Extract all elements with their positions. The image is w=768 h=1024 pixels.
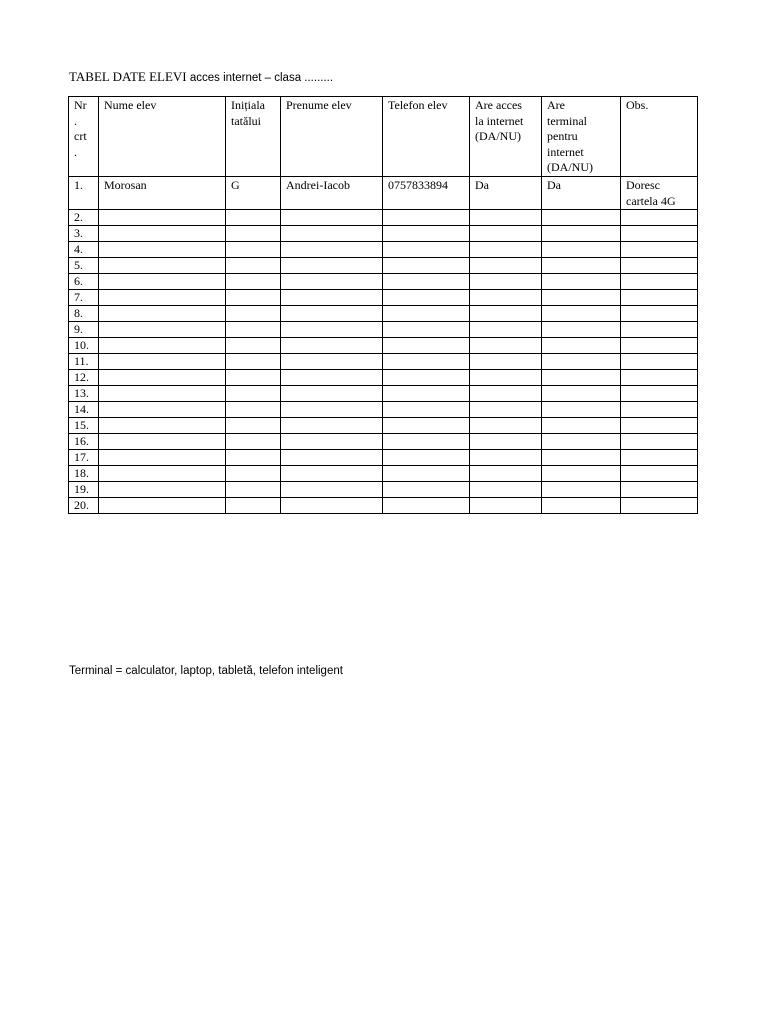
- cell-nume: [99, 466, 226, 482]
- cell-nume: [99, 434, 226, 450]
- cell-nume: [99, 226, 226, 242]
- cell-initiala: [226, 258, 281, 274]
- cell-nr: 2.: [69, 210, 99, 226]
- cell-initiala: [226, 370, 281, 386]
- cell-terminal: [542, 418, 621, 434]
- cell-obs: [621, 418, 698, 434]
- header-nr-crt: Nr . crt .: [69, 97, 99, 177]
- cell-prenume: [281, 290, 383, 306]
- cell-nr: 6.: [69, 274, 99, 290]
- cell-nr: 14.: [69, 402, 99, 418]
- cell-prenume: [281, 242, 383, 258]
- cell-obs: [621, 290, 698, 306]
- cell-initiala: [226, 354, 281, 370]
- cell-nr: 16.: [69, 434, 99, 450]
- cell-nume: [99, 402, 226, 418]
- cell-nr: 7.: [69, 290, 99, 306]
- table-row: [69, 482, 698, 498]
- cell-prenume: [281, 258, 383, 274]
- header-telefon-elev: Telefon elev: [383, 97, 470, 177]
- cell-nr: 10.: [69, 338, 99, 354]
- cell-acces: [470, 242, 542, 258]
- cell-prenume: [281, 418, 383, 434]
- table-row: [69, 274, 698, 290]
- cell-terminal: [542, 466, 621, 482]
- cell-telefon: 0757833894: [383, 177, 470, 210]
- cell-terminal: [542, 226, 621, 242]
- cell-nr: 17.: [69, 450, 99, 466]
- cell-prenume: [281, 386, 383, 402]
- cell-telefon: [383, 306, 470, 322]
- header-obs: Obs.: [621, 97, 698, 177]
- cell-nume: [99, 370, 226, 386]
- terminal-footnote: Terminal = calculator, laptop, tabletă, telefon inteligent: [69, 665, 343, 677]
- cell-telefon: [383, 322, 470, 338]
- cell-terminal: [542, 354, 621, 370]
- cell-nr: 8.: [69, 306, 99, 322]
- cell-acces: [470, 354, 542, 370]
- cell-obs: [621, 354, 698, 370]
- cell-terminal: [542, 338, 621, 354]
- cell-telefon: [383, 386, 470, 402]
- header-terminal-internet: Are terminal pentru internet (DA/NU): [542, 97, 621, 177]
- cell-prenume: [281, 354, 383, 370]
- cell-prenume: Andrei-Iacob: [281, 177, 383, 210]
- cell-initiala: [226, 418, 281, 434]
- cell-telefon: [383, 434, 470, 450]
- header-nume-elev: Nume elev: [99, 97, 226, 177]
- cell-telefon: [383, 226, 470, 242]
- cell-acces: [470, 338, 542, 354]
- cell-terminal: [542, 386, 621, 402]
- cell-nr: 18.: [69, 466, 99, 482]
- table-row: [69, 402, 698, 418]
- cell-obs: [621, 370, 698, 386]
- cell-prenume: [281, 338, 383, 354]
- table-row: [69, 242, 698, 258]
- cell-initiala: [226, 290, 281, 306]
- cell-telefon: [383, 258, 470, 274]
- table-row: [69, 226, 698, 242]
- cell-acces: Da: [470, 177, 542, 210]
- cell-nume: [99, 290, 226, 306]
- cell-initiala: [226, 482, 281, 498]
- cell-terminal: [542, 210, 621, 226]
- title-main: TABEL DATE ELEVI: [69, 69, 187, 84]
- cell-obs: [621, 226, 698, 242]
- cell-obs: [621, 466, 698, 482]
- cell-terminal: [542, 322, 621, 338]
- cell-prenume: [281, 434, 383, 450]
- cell-nume: [99, 210, 226, 226]
- cell-initiala: [226, 210, 281, 226]
- cell-nume: [99, 274, 226, 290]
- cell-terminal: [542, 242, 621, 258]
- cell-obs: [621, 386, 698, 402]
- cell-acces: [470, 226, 542, 242]
- cell-nr: 4.: [69, 242, 99, 258]
- cell-telefon: [383, 242, 470, 258]
- cell-prenume: [281, 402, 383, 418]
- header-acces-internet: Are acces la internet (DA/NU): [470, 97, 542, 177]
- cell-initiala: [226, 274, 281, 290]
- table-row: [69, 370, 698, 386]
- table-row: [69, 498, 698, 514]
- cell-nr: 19.: [69, 482, 99, 498]
- cell-acces: [470, 450, 542, 466]
- table-row: [69, 466, 698, 482]
- cell-obs: [621, 242, 698, 258]
- cell-telefon: [383, 210, 470, 226]
- cell-obs: [621, 450, 698, 466]
- table-row: [69, 338, 698, 354]
- cell-nume: [99, 498, 226, 514]
- cell-telefon: [383, 338, 470, 354]
- cell-nume: Morosan: [99, 177, 226, 210]
- cell-initiala: [226, 402, 281, 418]
- cell-terminal: [542, 258, 621, 274]
- cell-obs: [621, 434, 698, 450]
- cell-initiala: [226, 306, 281, 322]
- cell-acces: [470, 370, 542, 386]
- table-row: [69, 290, 698, 306]
- cell-initiala: [226, 450, 281, 466]
- cell-acces: [470, 322, 542, 338]
- cell-terminal: [542, 450, 621, 466]
- cell-obs: [621, 322, 698, 338]
- cell-acces: [470, 258, 542, 274]
- table-row: [69, 434, 698, 450]
- cell-acces: [470, 402, 542, 418]
- cell-nume: [99, 306, 226, 322]
- cell-nr: 9.: [69, 322, 99, 338]
- cell-nr: 5.: [69, 258, 99, 274]
- cell-telefon: [383, 418, 470, 434]
- cell-terminal: [542, 402, 621, 418]
- table-row: [69, 322, 698, 338]
- cell-prenume: [281, 322, 383, 338]
- cell-prenume: [281, 482, 383, 498]
- cell-acces: [470, 434, 542, 450]
- cell-nume: [99, 242, 226, 258]
- cell-acces: [470, 498, 542, 514]
- cell-terminal: [542, 370, 621, 386]
- cell-terminal: [542, 306, 621, 322]
- cell-acces: [470, 418, 542, 434]
- table-row: [69, 306, 698, 322]
- cell-nume: [99, 322, 226, 338]
- cell-telefon: [383, 482, 470, 498]
- header-row: [69, 97, 698, 177]
- cell-nume: [99, 386, 226, 402]
- cell-terminal: [542, 290, 621, 306]
- cell-initiala: [226, 434, 281, 450]
- cell-obs: [621, 402, 698, 418]
- cell-acces: [470, 482, 542, 498]
- cell-prenume: [281, 306, 383, 322]
- cell-nr: 1.: [69, 177, 99, 210]
- cell-telefon: [383, 402, 470, 418]
- cell-obs: [621, 498, 698, 514]
- cell-initiala: [226, 242, 281, 258]
- cell-nr: 13.: [69, 386, 99, 402]
- cell-obs: [621, 338, 698, 354]
- document-title: [69, 69, 333, 85]
- cell-nume: [99, 482, 226, 498]
- cell-acces: [470, 210, 542, 226]
- table-row: [69, 450, 698, 466]
- cell-nr: 3.: [69, 226, 99, 242]
- cell-initiala: [226, 386, 281, 402]
- cell-terminal: Da: [542, 177, 621, 210]
- table-row: [69, 210, 698, 226]
- table-row: [69, 354, 698, 370]
- cell-acces: [470, 466, 542, 482]
- cell-telefon: [383, 498, 470, 514]
- cell-nr: 20.: [69, 498, 99, 514]
- cell-terminal: [542, 274, 621, 290]
- cell-obs: [621, 274, 698, 290]
- cell-nume: [99, 354, 226, 370]
- cell-telefon: [383, 450, 470, 466]
- cell-initiala: [226, 466, 281, 482]
- cell-obs: [621, 258, 698, 274]
- cell-obs: Doresc cartela 4G: [621, 177, 698, 210]
- cell-nr: 12.: [69, 370, 99, 386]
- title-rest: acces internet – clasa .........: [189, 72, 334, 84]
- student-data-table: [68, 96, 698, 514]
- table-row: [69, 386, 698, 402]
- cell-initiala: [226, 226, 281, 242]
- cell-nume: [99, 258, 226, 274]
- cell-initiala: [226, 338, 281, 354]
- cell-prenume: [281, 210, 383, 226]
- cell-initiala: [226, 322, 281, 338]
- cell-terminal: [542, 434, 621, 450]
- cell-telefon: [383, 466, 470, 482]
- cell-prenume: [281, 466, 383, 482]
- cell-obs: [621, 210, 698, 226]
- cell-terminal: [542, 482, 621, 498]
- cell-acces: [470, 274, 542, 290]
- header-prenume-elev: Prenume elev: [281, 97, 383, 177]
- cell-telefon: [383, 354, 470, 370]
- cell-prenume: [281, 498, 383, 514]
- cell-prenume: [281, 274, 383, 290]
- cell-nume: [99, 338, 226, 354]
- header-initiala-tatalui: Inițiala tatălui: [226, 97, 281, 177]
- cell-initiala: [226, 498, 281, 514]
- table-row: [69, 177, 698, 210]
- cell-initiala: G: [226, 177, 281, 210]
- cell-acces: [470, 306, 542, 322]
- cell-obs: [621, 482, 698, 498]
- cell-nr: 15.: [69, 418, 99, 434]
- cell-terminal: [542, 498, 621, 514]
- cell-nume: [99, 418, 226, 434]
- cell-acces: [470, 386, 542, 402]
- cell-prenume: [281, 226, 383, 242]
- cell-prenume: [281, 370, 383, 386]
- table-row: [69, 418, 698, 434]
- cell-telefon: [383, 290, 470, 306]
- table-row: [69, 258, 698, 274]
- cell-nume: [99, 450, 226, 466]
- cell-telefon: [383, 274, 470, 290]
- cell-telefon: [383, 370, 470, 386]
- cell-nr: 11.: [69, 354, 99, 370]
- cell-prenume: [281, 450, 383, 466]
- cell-acces: [470, 290, 542, 306]
- cell-obs: [621, 306, 698, 322]
